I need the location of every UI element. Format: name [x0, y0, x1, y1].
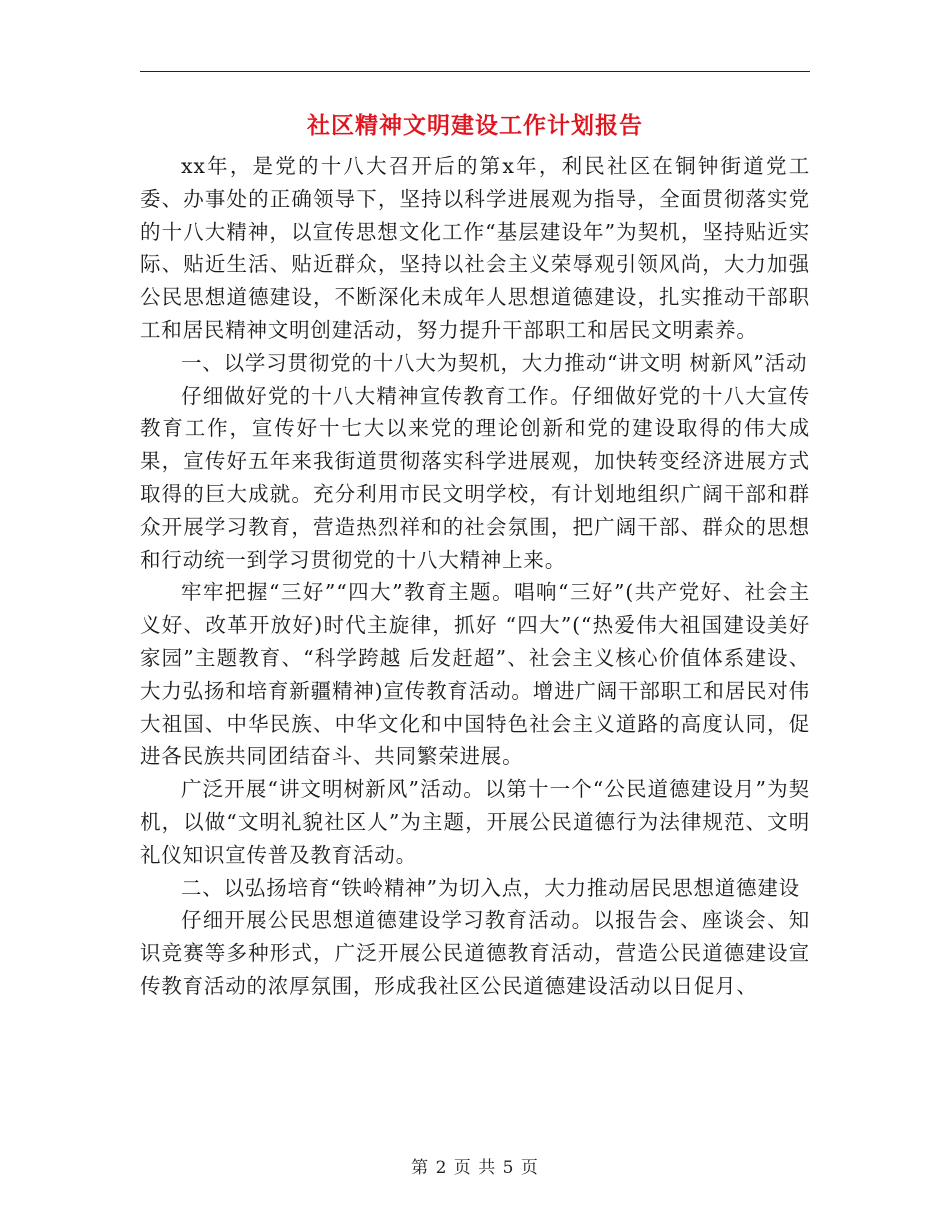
paragraph: 仔细开展公民思想道德建设学习教育活动。以报告会、座谈会、知识竞赛等多种形式，广泛开展公民道德教育活动，营造公民道德建设宣传教育活动的浓厚氛围，形成我社区公民道德建设活动以日促月、	[140, 908, 810, 998]
paragraph: 仔细做好党的十八大精神宣传教育工作。仔细做好党的十八大宣传教育工作，宣传好十七大以来党的理论创新和党的建设取得的伟大成果，宣传好五年来我街道贯彻落实科学进展观，加快转变经济进展方式取得的巨大成就。充分利用市民文明学校，有计划地组织广阔干部和群众开展学习教育，营造热烈祥和的社会氛围，把广阔干部、群众的思想和行动统一到学习贯彻党的十八大精神上来。	[140, 383, 810, 572]
paragraph: 牢牢把握“三好”“四大”教育主题。唱响“三好”(共产党好、社会主义好、改革开放好)时代主旋律，抓好 “四大”(“热爱伟大祖国建设美好家园”主题教育、“科学跨越 后发赶超”、社会主义核心价值体系建设、大力弘扬和培育新疆精神)宣传教育活动。增进广阔干部职工和居民对伟大祖国、中华民族、中华文化和中国特色社会主义道路的高度认同，促进各民族共同团结奋斗、共同繁荣进展。	[140, 580, 810, 769]
document-title: 社区精神文明建设工作计划报告	[307, 112, 643, 139]
paragraph-intro: xx年，是党的十八大召开后的第x年，利民社区在铜钟街道党工委、办事处的正确领导下，坚持以科学进展观为指导，全面贯彻落实党的十八大精神，以宣传思想文化工作“基层建设年”为契机，坚持贴近实际、贴近生活、贴近群众，坚持以社会主义荣辱观引领风尚，大力加强公民思想道德建设，不断深化未成年人思想道德建设，扎实推动干部职工和居民精神文明创建活动，努力提升干部职工和居民文明素养。	[140, 154, 810, 342]
section-heading-2: 二、以弘扬培育“铁岭精神”为切入点，大力推动居民思想道德建设	[181, 875, 800, 900]
header-rule	[140, 71, 810, 72]
section-heading-1: 一、以学习贯彻党的十八大为契机，大力推动“讲文明 树新风”活动	[181, 350, 808, 375]
page-number: 第 2 页 共 5 页	[411, 1158, 539, 1178]
document-body	[140, 150, 810, 1003]
paragraph: 广泛开展“讲文明树新风”活动。以第十一个“公民道德建设月”为契机，以做“文明礼貌社区人”为主题，开展公民道德行为法律规范、文明礼仪知识宣传普及教育活动。	[140, 777, 810, 867]
